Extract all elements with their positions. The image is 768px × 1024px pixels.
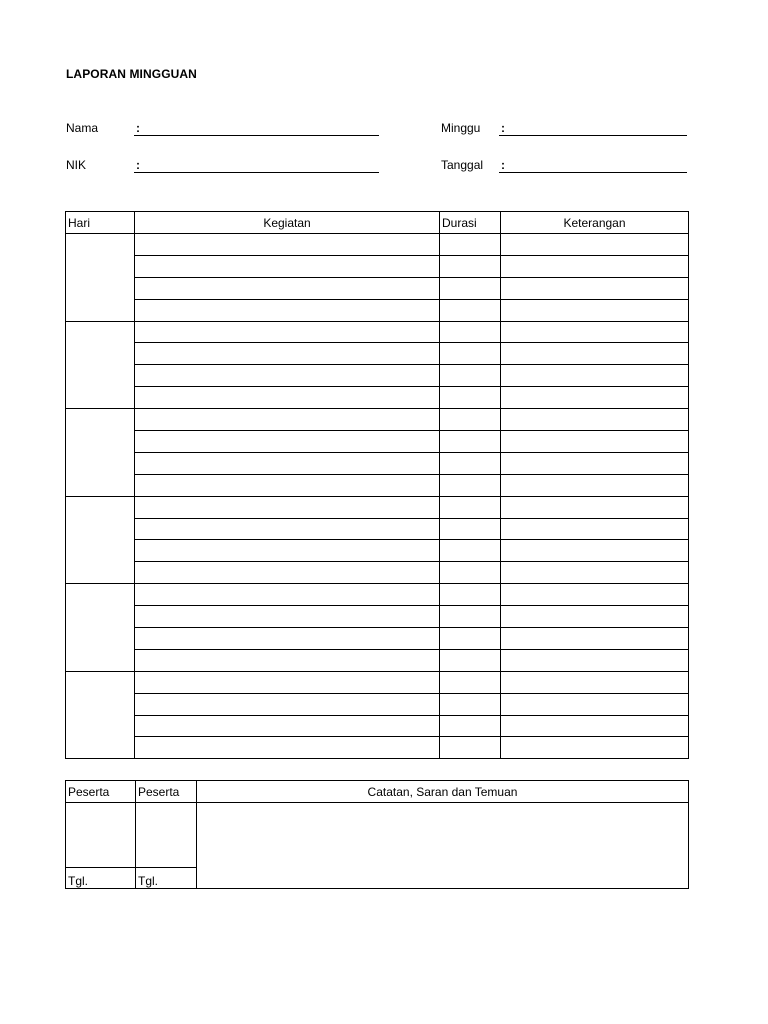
tanggal-input-line[interactable] xyxy=(499,172,687,173)
durasi-cell[interactable] xyxy=(440,649,501,671)
notes-signature-row xyxy=(66,803,689,868)
peserta-1-signature-cell[interactable] xyxy=(66,803,136,868)
table-row xyxy=(66,737,689,759)
kegiatan-cell[interactable] xyxy=(135,409,440,431)
durasi-cell[interactable] xyxy=(440,277,501,299)
kegiatan-cell[interactable] xyxy=(135,606,440,628)
document-title: LAPORAN MINGGUAN xyxy=(66,67,197,81)
minggu-input-line[interactable] xyxy=(499,135,687,136)
header-kegiatan: Kegiatan xyxy=(135,212,440,234)
durasi-cell[interactable] xyxy=(440,431,501,453)
kegiatan-cell[interactable] xyxy=(135,584,440,606)
keterangan-cell[interactable] xyxy=(501,409,689,431)
keterangan-cell[interactable] xyxy=(501,452,689,474)
table-row xyxy=(66,474,689,496)
table-row xyxy=(66,693,689,715)
nik-input-line[interactable] xyxy=(134,172,379,173)
kegiatan-cell[interactable] xyxy=(135,255,440,277)
keterangan-cell[interactable] xyxy=(501,540,689,562)
table-row xyxy=(66,255,689,277)
durasi-cell[interactable] xyxy=(440,409,501,431)
keterangan-cell[interactable] xyxy=(501,343,689,365)
peserta-2-date-cell[interactable]: Tgl. xyxy=(136,868,197,889)
minggu-field[interactable] xyxy=(441,121,688,137)
nama-colon: : xyxy=(136,121,140,135)
keterangan-cell[interactable] xyxy=(501,628,689,650)
durasi-cell[interactable] xyxy=(440,321,501,343)
kegiatan-cell[interactable] xyxy=(135,562,440,584)
table-row xyxy=(66,562,689,584)
table-row xyxy=(66,628,689,650)
table-row xyxy=(66,321,689,343)
table-row xyxy=(66,365,689,387)
keterangan-cell[interactable] xyxy=(501,693,689,715)
durasi-cell[interactable] xyxy=(440,255,501,277)
kegiatan-cell[interactable] xyxy=(135,321,440,343)
keterangan-cell[interactable] xyxy=(501,671,689,693)
notes-header-row xyxy=(66,781,689,803)
durasi-cell[interactable] xyxy=(440,693,501,715)
kegiatan-cell[interactable] xyxy=(135,715,440,737)
durasi-cell[interactable] xyxy=(440,737,501,759)
durasi-cell[interactable] xyxy=(440,606,501,628)
table-row xyxy=(66,540,689,562)
activity-header-row xyxy=(66,212,689,234)
keterangan-cell[interactable] xyxy=(501,496,689,518)
nik-label: NIK xyxy=(66,158,87,172)
durasi-cell[interactable] xyxy=(440,299,501,321)
keterangan-cell[interactable] xyxy=(501,518,689,540)
hari-cell[interactable] xyxy=(66,321,135,409)
table-row xyxy=(66,277,689,299)
minggu-colon: : xyxy=(501,121,505,135)
kegiatan-cell[interactable] xyxy=(135,387,440,409)
table-row xyxy=(66,671,689,693)
table-row xyxy=(66,606,689,628)
kegiatan-cell[interactable] xyxy=(135,365,440,387)
table-row xyxy=(66,584,689,606)
keterangan-cell[interactable] xyxy=(501,474,689,496)
table-row xyxy=(66,343,689,365)
kegiatan-cell[interactable] xyxy=(135,671,440,693)
header-durasi: Durasi xyxy=(440,212,501,234)
hari-cell[interactable] xyxy=(66,584,135,672)
activity-table xyxy=(65,211,689,759)
tanggal-field[interactable] xyxy=(441,158,688,174)
durasi-cell[interactable] xyxy=(440,496,501,518)
kegiatan-cell[interactable] xyxy=(135,277,440,299)
activity-body xyxy=(66,234,689,759)
kegiatan-cell[interactable] xyxy=(135,737,440,759)
durasi-cell[interactable] xyxy=(440,518,501,540)
durasi-cell[interactable] xyxy=(440,452,501,474)
keterangan-cell[interactable] xyxy=(501,387,689,409)
nama-label: Nama xyxy=(66,121,99,135)
kegiatan-cell[interactable] xyxy=(135,234,440,256)
catatan-cell[interactable] xyxy=(197,803,689,889)
table-row xyxy=(66,431,689,453)
table-row xyxy=(66,649,689,671)
hari-cell[interactable] xyxy=(66,671,135,759)
kegiatan-cell[interactable] xyxy=(135,496,440,518)
table-row xyxy=(66,715,689,737)
durasi-cell[interactable] xyxy=(440,343,501,365)
peserta-2-signature-cell[interactable] xyxy=(136,803,197,868)
keterangan-cell[interactable] xyxy=(501,606,689,628)
header-catatan: Catatan, Saran dan Temuan xyxy=(197,781,689,803)
durasi-cell[interactable] xyxy=(440,474,501,496)
nama-field[interactable] xyxy=(66,121,379,137)
nama-input-line[interactable] xyxy=(134,135,379,136)
durasi-cell[interactable] xyxy=(440,540,501,562)
table-row xyxy=(66,387,689,409)
header-peserta-2: Peserta xyxy=(136,781,197,803)
kegiatan-cell[interactable] xyxy=(135,474,440,496)
kegiatan-cell[interactable] xyxy=(135,299,440,321)
kegiatan-cell[interactable] xyxy=(135,452,440,474)
table-row xyxy=(66,518,689,540)
keterangan-cell[interactable] xyxy=(501,715,689,737)
keterangan-cell[interactable] xyxy=(501,277,689,299)
keterangan-cell[interactable] xyxy=(501,255,689,277)
keterangan-cell[interactable] xyxy=(501,365,689,387)
keterangan-cell[interactable] xyxy=(501,737,689,759)
kegiatan-cell[interactable] xyxy=(135,628,440,650)
keterangan-cell[interactable] xyxy=(501,299,689,321)
kegiatan-cell[interactable] xyxy=(135,693,440,715)
table-row xyxy=(66,452,689,474)
nik-colon: : xyxy=(136,158,140,172)
durasi-cell[interactable] xyxy=(440,715,501,737)
kegiatan-cell[interactable] xyxy=(135,540,440,562)
kegiatan-cell[interactable] xyxy=(135,431,440,453)
tanggal-label: Tanggal xyxy=(441,158,484,172)
table-row xyxy=(66,409,689,431)
keterangan-cell[interactable] xyxy=(501,321,689,343)
hari-cell[interactable] xyxy=(66,496,135,584)
hari-cell[interactable] xyxy=(66,234,135,322)
keterangan-cell[interactable] xyxy=(501,234,689,256)
kegiatan-cell[interactable] xyxy=(135,649,440,671)
header-keterangan: Keterangan xyxy=(501,212,689,234)
durasi-cell[interactable] xyxy=(440,671,501,693)
header-peserta-1: Peserta xyxy=(66,781,136,803)
peserta-1-date-cell[interactable]: Tgl. xyxy=(66,868,136,889)
notes-table xyxy=(65,780,689,889)
keterangan-cell[interactable] xyxy=(501,584,689,606)
keterangan-cell[interactable] xyxy=(501,649,689,671)
durasi-cell[interactable] xyxy=(440,387,501,409)
nik-field[interactable] xyxy=(66,158,379,174)
minggu-label: Minggu xyxy=(441,121,481,135)
kegiatan-cell[interactable] xyxy=(135,518,440,540)
durasi-cell[interactable] xyxy=(440,365,501,387)
durasi-cell[interactable] xyxy=(440,584,501,606)
tanggal-colon: : xyxy=(501,158,505,172)
table-row xyxy=(66,299,689,321)
table-row xyxy=(66,496,689,518)
durasi-cell[interactable] xyxy=(440,562,501,584)
kegiatan-cell[interactable] xyxy=(135,343,440,365)
hari-cell[interactable] xyxy=(66,409,135,497)
header-hari: Hari xyxy=(66,212,135,234)
keterangan-cell[interactable] xyxy=(501,562,689,584)
table-row xyxy=(66,234,689,256)
keterangan-cell[interactable] xyxy=(501,431,689,453)
durasi-cell[interactable] xyxy=(440,234,501,256)
durasi-cell[interactable] xyxy=(440,628,501,650)
